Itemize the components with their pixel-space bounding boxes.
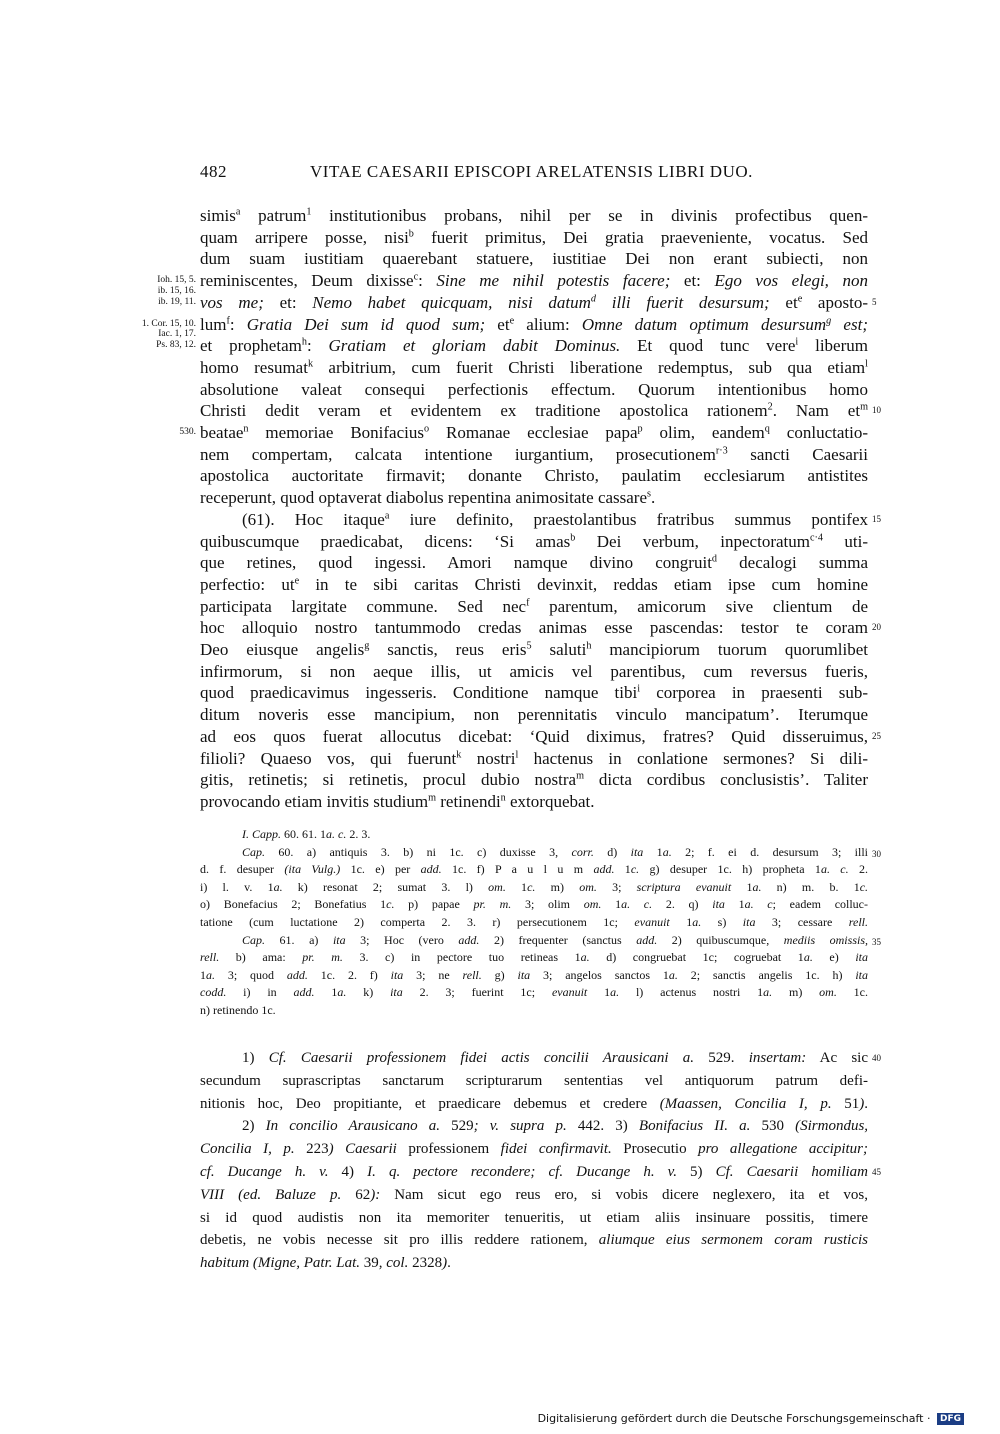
main-text-line: gitis, retinetis; si retinetis, procul dubio nostra$^m$ dicta cordibus conclusistis’. Taliter <box>200 770 868 790</box>
credit-text: Digitalisierung gefördert durch die Deutsche Forschungsgemeinschaft · <box>537 1412 931 1425</box>
apparatus-line: Cap. 61. a) ita 3; Hoc (vero add. 2) frequenter (sanctus add. 2) quibuscumque, mediis omissis, <box>242 932 868 947</box>
footnote-line: Concilia I, p. 223) Caesarii professionem fidei confirmavit. Prosecutio pro allegatione accipitur; <box>200 1141 868 1158</box>
main-text-line: receperunt, quod optaverat diabolus repentina animositate cassare$^s$. <box>200 488 656 508</box>
footnote-line: secundum suprascriptas sanctarum scripturarum sententias vel antiquorum patrum defi- <box>200 1072 868 1089</box>
apparatus-line: i) l. v. 1a. k) resonat 2; sumat 3. l) om. 1c. m) om. 3; scriptura evanuit 1a. n) m. b. 1c. <box>200 879 869 894</box>
margin-reference: 1. Cor. 15, 10. <box>141 318 196 329</box>
footnote-line: VIII (ed. Baluze p. 62): Nam sicut ego reus ero, si vobis dicere neglexero, ita et vos, <box>200 1186 868 1203</box>
apparatus-line: I. Capp. 60. 61. 1a. c. 2. 3. <box>242 827 371 841</box>
main-text-line: apostolica auctoritate firmavit; donante Christo, paulatim ecclesiarum antistites <box>200 466 868 486</box>
main-text-line: absolutione valeat consequi perfectionis effectum. Quorum intentionibus homo <box>200 379 868 399</box>
apparatus-line: Cap. 60. a) antiquis 3. b) ni 1c. c) duxisse 3, corr. d) ita 1a. 2; f. ei d. desursum 3; illi <box>242 844 869 859</box>
apparatus-line: codd. i) in add. 1a. k) ita 2. 3; fuerint 1c; evanuit 1a. l) actenus nostri 1a. m) om. 1c. <box>200 985 869 1000</box>
main-text-line: lum$^f$: Gratia Dei sum id quod sum; $et^e$ alium: Omne datum optimum desursum$^g$ est; <box>200 314 868 334</box>
apparatus-line: 1a. 3; quod add. 1c. 2. f) ita 3; ne rell. g) ita 3; angelos sanctos 1a. 2; sanctis angelis 1c. h) ita <box>200 967 868 982</box>
main-text-line: simis$^a$ patrum$^1$ institutionibus probans, nihil per se in divinis profectibus quen- <box>200 206 868 225</box>
footnote-line: nitionis hoc, Deo propitiante, et praedicare debemus et credere (Maassen, Concilia I, p. 51). <box>200 1095 869 1112</box>
main-line-number: 25 <box>872 730 881 741</box>
running-title: VITAE CAESARII EPISCOPI ARELATENSIS LIBRI DUO. <box>310 162 753 181</box>
main-text-line: quam arripere posse, nisi$^b$ fuerit primitus, Dei gratia praeveniente, vocatus. Sed <box>200 227 868 247</box>
main-text-line: beatae$^n$ memoriae Bonifacius$^o$ Romanae ecclesiae papa$^p$ olim, eandem$^q$ conluctatio- <box>200 423 869 442</box>
footnote-line: 2) In concilio Arausicano a. 529; v. supra p. 442. 3) Bonifacius II. a. 530 (Sirmondus, <box>242 1118 869 1135</box>
footnote-line: debetis, ne vobis necesse sit pro illis reddere rationem, aliumque eius sermonem coram rusticis <box>200 1232 868 1249</box>
footnote-line: cf. Ducange h. v. 4) I. q. pectore recondere; cf. Ducange h. v. 5) Cf. Caesarii homiliam <box>200 1164 869 1180</box>
main-line-number: 10 <box>872 405 881 416</box>
margin-reference: ib. 19, 11. <box>158 296 196 307</box>
main-text-line: hoc alloquio nostro tantummodo credas animas esse pascendas: testor te coram <box>200 618 868 638</box>
main-text-line: infirmorum, si non aeque illis, ut amicis vel parentibus, cum reversus fueris, <box>200 661 868 681</box>
main-text-line: dum suam iustitiam quaerebant statuere, iustitiae Dei non erant subiecti, non <box>200 249 868 269</box>
apparatus-line: o) Bonefacius 2; Bonefatius 1c. p) papae pr. m. 3; olim om. 1a. c. 2. q) ita 1a. c; eadem colluc- <box>200 897 869 912</box>
apparatus-line: rell. b) ama: pr. m. 3. c) in pectore tuo retineas 1a. d) congruebat 1c; cogruebat 1a. e) ita <box>200 950 868 965</box>
main-text-line: Christi dedit veram et evidentem ex traditione apostolica rationem$^2$. Nam $et^m$ <box>200 401 868 421</box>
main-text-line: nem compertam, calcata intentione iurgantium, prosecutionem$^{r\cdot 3}$ sancti Caesarii <box>200 444 868 464</box>
apparatus-line: d. f. desuper (ita Vulg.) 1c. e) per add. 1c. f) P a u l u m add. 1c. g) desuper 1c. h) propheta 1a. c. 2. <box>200 862 869 877</box>
main-text-line: ad eos quos fuerat allocutus dicebat: ‘Quid diximus, fratres? Quid disseruimus, <box>200 726 868 746</box>
main-line-number: 20 <box>872 622 881 633</box>
footnote-line-number: 40 <box>872 1053 881 1063</box>
apparatus-line: tatione (cum luctatione 2) comperta 2. 3. r) persecutionem 1c; evanuit 1a. s) ita 3; cessare rell. <box>200 915 869 929</box>
margin-reference: Iac. 1, 17. <box>158 329 196 340</box>
main-text-line: perfectio: $ut^e$ in te sibi caritas Christi devinxit, reddas etiam ipse cum homine <box>200 574 868 594</box>
main-text-line: homo resumat$^k$ arbitrium, cum fuerit Christi liberatione redemptus, sub qua etiam$^l$ <box>200 357 868 377</box>
footnote-line-number: 45 <box>872 1167 881 1177</box>
margin-reference: Ps. 83, 12. <box>156 340 196 351</box>
main-text-line: (61). Hoc itaque$^a$ iure definito, praestolantibus fratribus summus pontifex <box>242 509 868 529</box>
main-text-line: quibuscumque praedicabat, dicens: ‘Si amas$^b$ Dei verbum, inpectoratum$^{c\cdot 4}$ uti- <box>200 531 869 551</box>
main-text-line: et prophetam$^h$: Gratiam et gloriam dabit Dominus. Et quod tunc vere$^i$ liberum <box>200 336 868 356</box>
margin-reference: ib. 15, 16. <box>157 285 196 296</box>
main-text-line: reminiscentes, Deum dixisse$^c$: Sine me nihil potestis facere; et: Ego vos elegi, non <box>200 271 868 291</box>
digitization-credit <box>538 1412 964 1425</box>
footnote-line: si id quod audistis non ita memoriter tenueritis, ut etiam aliis insinuare possitis, timere <box>200 1209 868 1226</box>
main-text-line: que retines, quod ingessi. Amori namque divino congruit$^d$ decalogi summa <box>200 553 868 573</box>
footnote-line: 1) Cf. Caesarii professionem fidei actis concilii Arausicani a. 529. insertam: Ac sic <box>242 1050 869 1066</box>
main-text-line: participata largitate commune. Sed nec$^f$ parentum, amicorum sive clientum de <box>200 596 868 616</box>
margin-reference: Ioh. 15, 5. <box>157 275 196 286</box>
apparatus-line-number: 30 <box>872 848 881 859</box>
main-line-number: 15 <box>872 513 881 524</box>
dfg-logo: DFG <box>937 1413 964 1425</box>
main-text-line: quod praedicavimus ingesseris. Conditione namque tibi$^i$ corporea in praesenti sub- <box>200 683 868 703</box>
footnote-line: habitum (Migne, Patr. Lat. 39, col. 2328). <box>200 1255 451 1272</box>
main-text-line: provocando etiam invitis studium$^m$ retinendi$^n$ extorquebat. <box>200 791 595 811</box>
main-line-number: 5 <box>872 296 877 307</box>
margin-reference: 530. <box>179 427 196 437</box>
apparatus-line: n) retinendo 1c. <box>200 1003 276 1017</box>
main-text-line: Deo eiusque angelis$^g$ sanctis, reus eris$^5$ saluti$^h$ mancipiorum tuorum quorumlibet <box>200 640 868 659</box>
page-number: 482 <box>200 162 227 181</box>
main-text-line: ditum noveris esse mancipium, non perennitatis vinculo mancipatum’. Iterumque <box>200 705 868 725</box>
main-text-line: vos me; et: Nemo habet quicquam, nisi datum$^d$ illi fuerit desursum; $et^e$ aposto- <box>200 292 868 312</box>
apparatus-line-number: 35 <box>872 936 881 947</box>
main-text-line: filioli? Quaeso vos, qui fuerunt$^k$ nostri$^l$ hactenus in conlatione sermones? Si dili- <box>200 748 868 768</box>
